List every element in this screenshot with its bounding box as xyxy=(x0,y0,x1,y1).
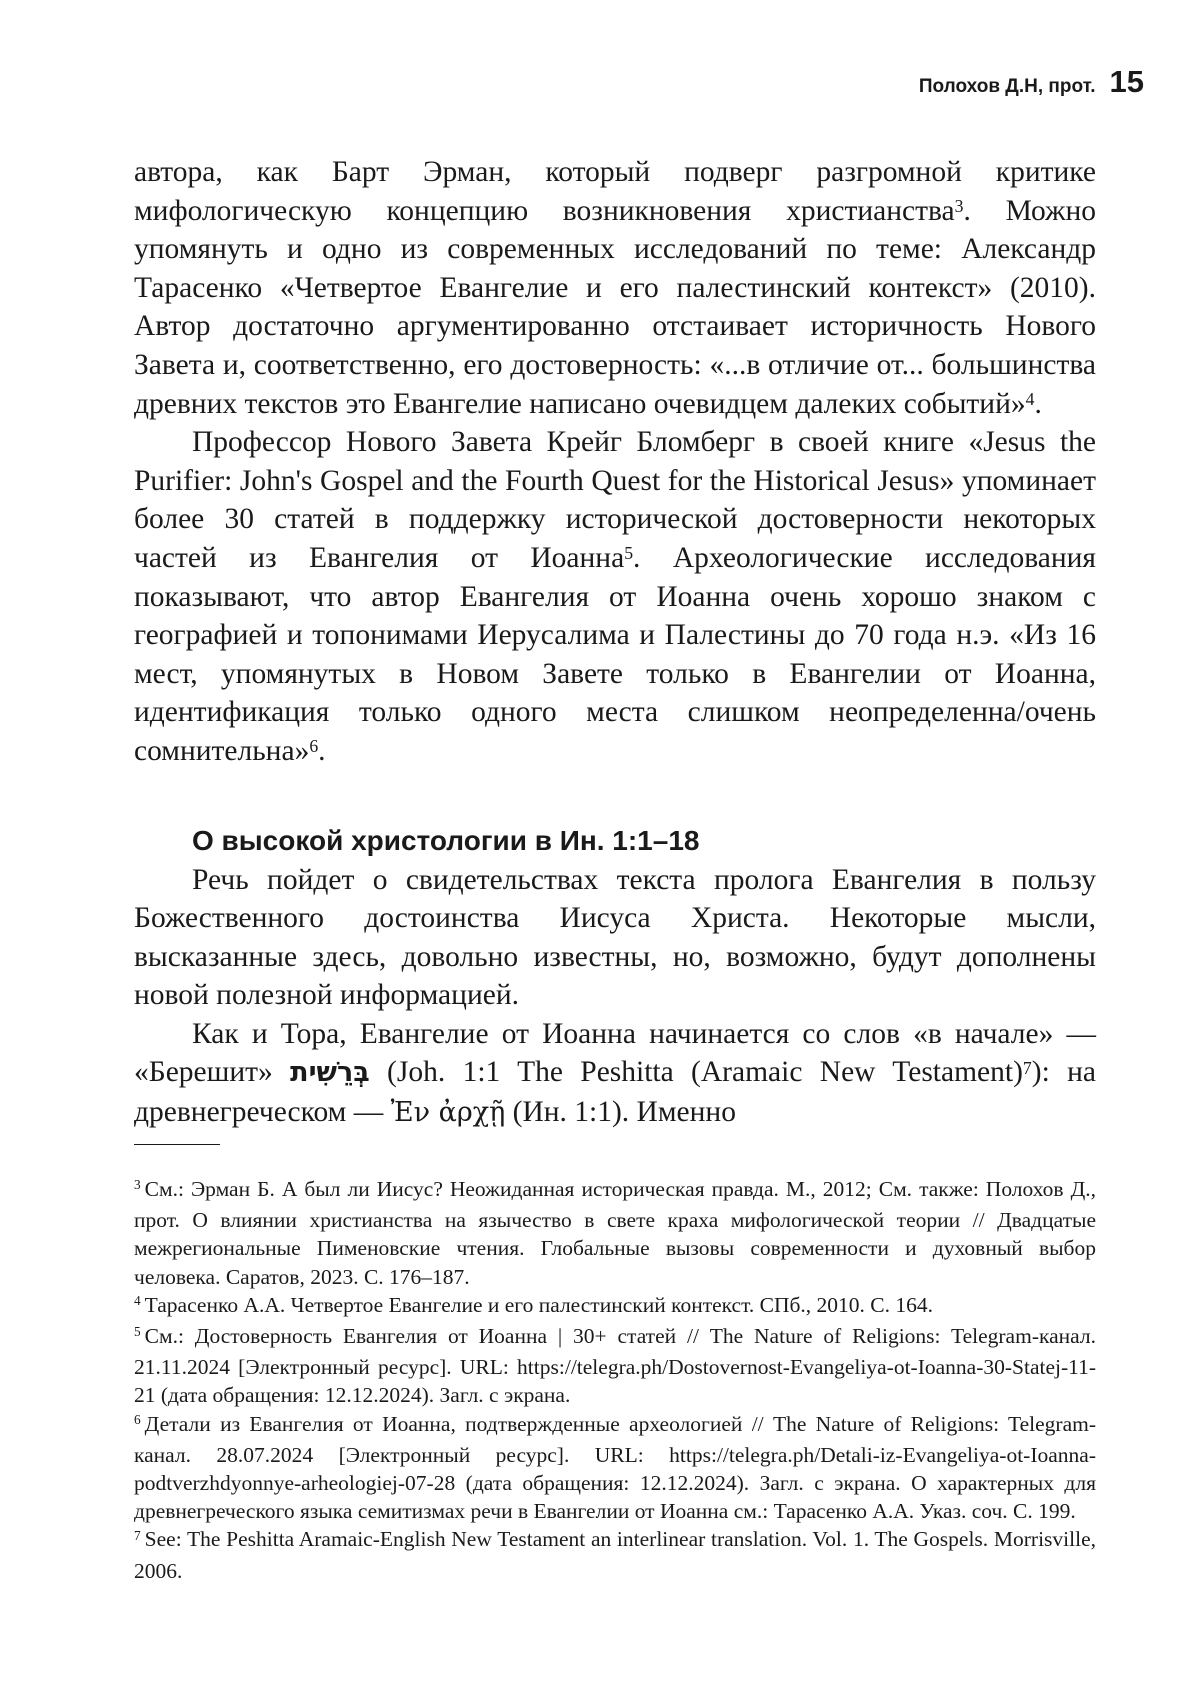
body-text xyxy=(134,153,1096,1133)
footnote-text: See: The Peshitta Aramaic-English New Testament an interlinear translation. Vol. 1. The Gospels. Morrisville, 2006. xyxy=(134,1527,1096,1583)
footnotes xyxy=(134,1175,1096,1585)
footnote xyxy=(134,1525,1096,1584)
text-run: . xyxy=(318,734,326,767)
footnote-text: См.: Эрман Б. А был ли Иисус? Неожиданная историческая правда. М., 2012; См. также: Полохов Д., прот. О влиянии христианства на язычество в свете краха мифологической теории // Двадцатые межрегиональные Пименовские чтения. Глобальные вызовы современности и духовный выбор человека. Саратов, 2023. С. 176–187. xyxy=(134,1177,1096,1289)
footnote-ref: 5 xyxy=(624,542,634,563)
footnote xyxy=(134,1410,1096,1526)
text-run: . Археологические исследования показывают, что автор Евангелия от Иоанна очень хорошо знаком с географией и топонимами Иерусалима и Палестины до 70 года н.э. «Из 16 мест, упомянутых в Новом Завете только в Евангелии от Иоанна, идентификация только одного места слишком неопределенна/очень сомнительна» xyxy=(134,541,1096,767)
footnote-ref: 6 xyxy=(309,735,319,756)
footnote-text: Тарасенко А.А. Четвертое Евангелие и его палестинский контекст. СПб., 2010. С. 164. xyxy=(144,1292,934,1317)
running-head-author: Полохов Д.Н, прот. xyxy=(918,76,1096,97)
paragraph xyxy=(134,861,1096,1015)
text-run: . Можно упомянуть и одно из современных исследований по теме: Александр Тарасенко «Четвертое Евангелие и его палестинский контекст» (2010). Автор достаточно аргументированно отстаивает историчность Нового Завета и, соответственно, его достоверность: «...в отличие от... большинства древних текстов это Евангелие написано очевидцем далеких событий» xyxy=(134,194,1096,420)
text-run: Речь пойдет о свидетельствах текста пролога Евангелия в пользу Божественного достоинства Иисуса Христа. Некоторые мысли, высказанные здесь, довольно известны, но, возможно, будут дополнены новой полезной информацией. xyxy=(134,863,1096,1012)
footnote-number: 6 xyxy=(134,1411,141,1427)
footnote-number: 4 xyxy=(134,1293,141,1309)
hebrew-word: בְּרֵשִׁית xyxy=(290,1057,370,1089)
footnote xyxy=(134,1322,1096,1410)
paragraph xyxy=(134,153,1096,423)
footnote-divider xyxy=(134,1144,220,1145)
text-run: автора, как Барт Эрман, который подверг разгромной критике мифологическую концепцию возникновения христианства xyxy=(134,156,1096,227)
footnote-text: Детали из Евангелия от Иоанна, подтвержденные археологией // The Nature of Religions: Telegram-канал. 28.07.2024 [Электронный ресурс]. URL: https://telegra.ph/Detali-iz-Evangeliya-ot-Ioanna-podtverzhdyonnye-arheologiej-07-28 (дата обращения: 12.12.2024). Загл. с экрана. О характерных для древнегреческого языка семитизмах речи в Евангелии от Иоанна см.: Тарасенко А.А. Указ. соч. С. 199. xyxy=(134,1411,1096,1524)
greek-phrase: Ἐν ἀρχῇ xyxy=(390,1097,506,1129)
footnote-ref: 7 xyxy=(1022,1057,1032,1078)
text-run: (Joh. 1:1 The Peshitta (Aramaic New Testament) xyxy=(369,1056,1023,1089)
text-run: ): на древнегреческом — xyxy=(134,1056,1096,1129)
running-head xyxy=(919,64,1144,100)
footnote-ref: 4 xyxy=(1025,388,1035,409)
footnote-number: 7 xyxy=(134,1527,141,1543)
text-run: . xyxy=(1034,387,1042,420)
text-run: (Ин. 1:1). Именно xyxy=(505,1096,736,1129)
text-run: Как и Тора, Евангелие от Иоанна начинается со слов «в начале» — «Берешит» xyxy=(134,1017,1096,1089)
page-number: 15 xyxy=(1109,64,1144,99)
paragraph xyxy=(134,423,1096,770)
text-run: Профессор Нового Завета Крейг Бломберг в своей книге «Jesus the Purifier: John's Gospel and the Fourth Quest for the Historical Jesus» упоминает более 30 статей в поддержку исторической достоверности некоторых частей из Евангелия от Иоанна xyxy=(134,426,1096,574)
footnote-number: 5 xyxy=(134,1324,141,1340)
footnote-ref: 3 xyxy=(954,195,964,216)
section-heading: О высокой христологии в Ин. 1:1–18 xyxy=(192,824,700,856)
footnote xyxy=(134,1175,1096,1291)
paragraph xyxy=(134,1015,1096,1133)
footnote-number: 3 xyxy=(134,1177,141,1193)
footnote-text: См.: Достоверность Евангелия от Иоанна | 30+ статей // The Nature of Religions: Telegram-канал. 21.11.2024 [Электронный ресурс]. URL: https://telegra.ph/Dostovernost-Evangeliya-ot-Ioanna-30-Statej-11-21 (дата обращения: 12.12.2024). Загл. с экрана. xyxy=(134,1324,1096,1408)
footnote xyxy=(134,1291,1096,1322)
